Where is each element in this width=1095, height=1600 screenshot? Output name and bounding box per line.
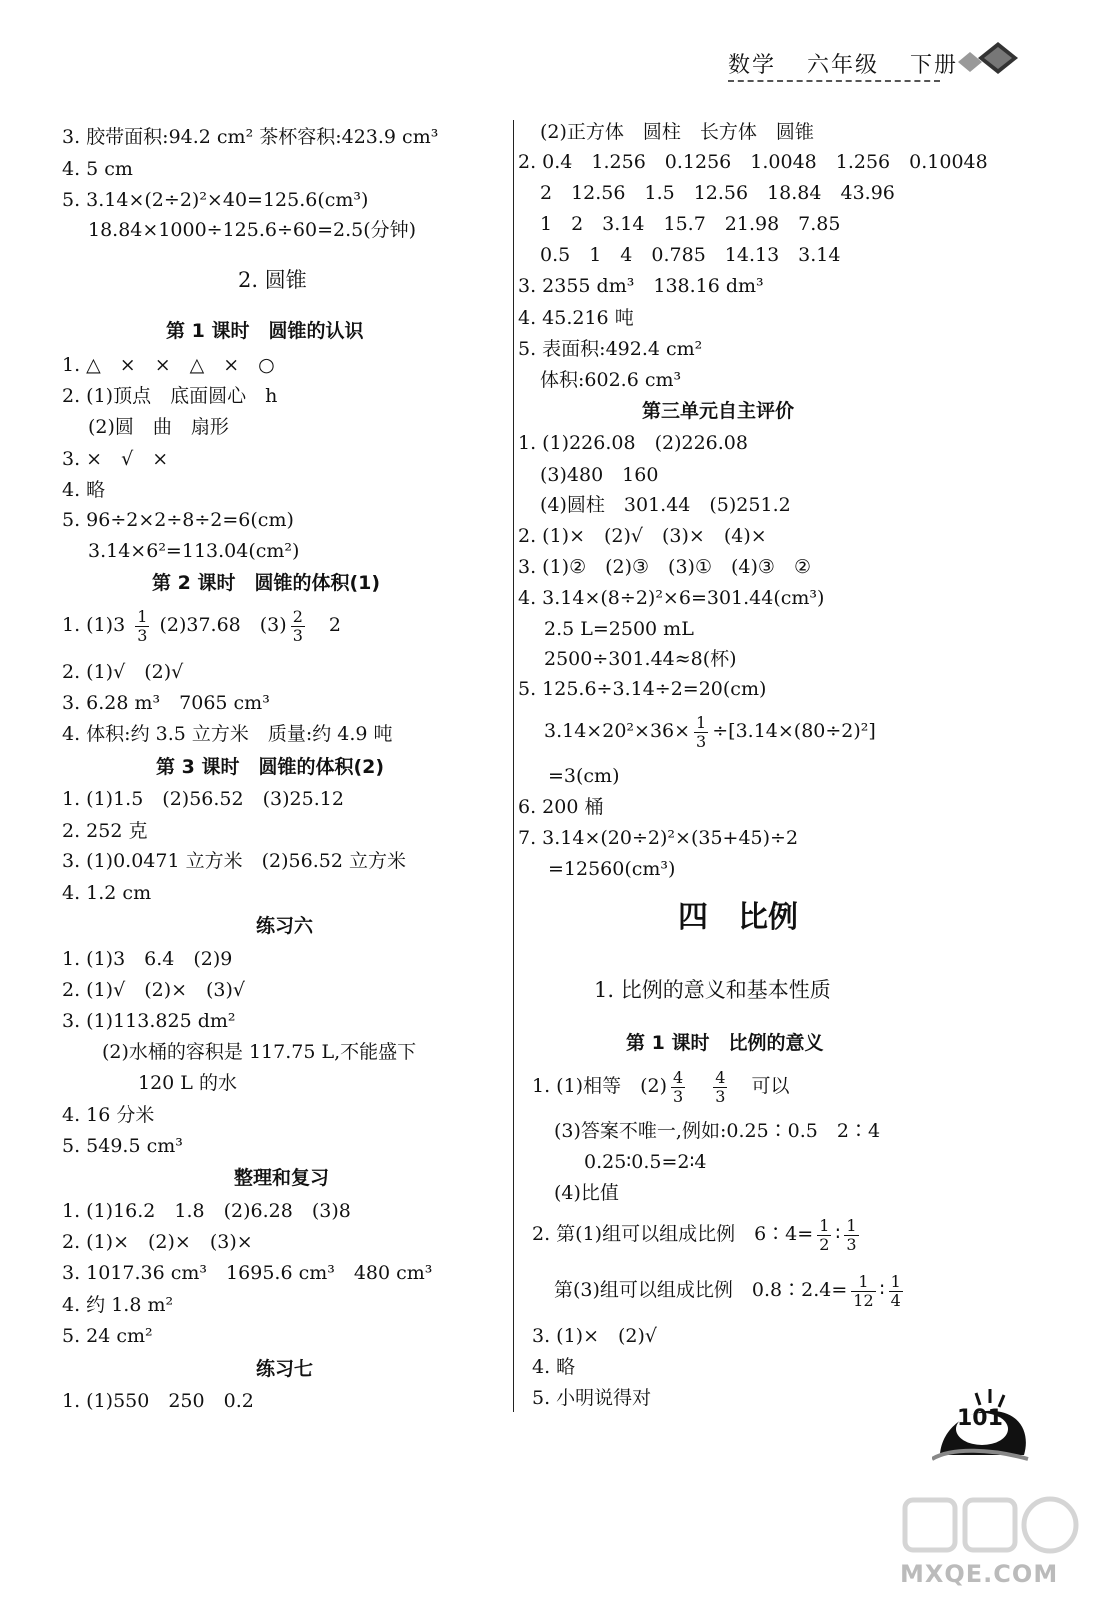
fraction (291, 608, 305, 645)
answer-line: 4. 1.2 cm (62, 882, 152, 904)
answer-line: 2. 第(1)组可以组成比例 6∶4= $\frac{1}{2}$ ∶ $\frac{1}{3}$ (532, 1215, 857, 1254)
answer-text: 第(3)组可以组成比例 0.8∶2.4= (554, 1279, 848, 1301)
answer-line: 2. (1)× (2)√ (3)× (4)× (518, 525, 767, 547)
fraction (889, 1273, 903, 1310)
fraction (671, 1069, 685, 1106)
lesson-title: 第 2 课时 圆锥的体积(1) (152, 572, 381, 594)
answer-line: 3. (1)② (2)③ (3)① (4)③ ② (518, 556, 811, 578)
lesson-title: 第 3 课时 圆锥的体积(2) (156, 756, 385, 778)
answer-line: 2. (1)顶点 底面圆心 h (62, 385, 278, 407)
answer-text: 1. (1)相等 (2) (532, 1075, 667, 1097)
answer-line: 3. 6.28 m³ 7065 cm³ (62, 692, 270, 714)
unit-title: 四 比例 (678, 900, 798, 935)
answer-line: (4)比值 (554, 1182, 619, 1204)
answer-line: 体积:602.6 cm³ (540, 369, 682, 391)
answer-line: 0.25∶0.5=2∶4 (584, 1151, 707, 1173)
answer-line: 2. 0.4 1.256 0.1256 1.0048 1.256 0.10048 (518, 151, 988, 173)
answer-line: 7. 3.14×(20÷2)²×(35+45)÷2 (518, 827, 799, 849)
column-divider (513, 120, 514, 1412)
answer-line: 4. 5 cm (62, 158, 133, 180)
header-grade: 六年级 (807, 53, 880, 78)
fraction (713, 1069, 727, 1106)
answer-text: (2)37.68 (3) (159, 614, 287, 636)
numerator: 1 (846, 1215, 857, 1235)
fraction (851, 1273, 875, 1310)
answer-line: 5. 24 cm² (62, 1325, 153, 1347)
answer-line (544, 710, 876, 752)
answer-line: 5. 小明说得对 (532, 1387, 652, 1409)
answer-line: 2 12.56 1.5 12.56 18.84 43.96 (540, 182, 895, 204)
lesson-title: 第 1 课时 圆锥的认识 (166, 320, 364, 342)
answer-line: 4. 约 1.8 m² (62, 1294, 174, 1316)
header-subject: 数学 (728, 53, 777, 78)
denominator: 3 (846, 1234, 857, 1254)
answer-line: 3. (1)0.0471 立方米 (2)56.52 立方米 (62, 850, 406, 872)
section-title: 2. 圆锥 (238, 268, 307, 292)
numerator: 1 (851, 1273, 875, 1292)
watermark-text: MXQE.COM (900, 1560, 1059, 1588)
answer-line: 1 2 3.14 15.7 21.98 7.85 (540, 213, 841, 235)
numerator: 1 (890, 1271, 901, 1291)
answer-line: 2500÷301.44≈8(杯) (544, 648, 737, 670)
answer-line: 2. (1)× (2)× (3)× (62, 1231, 253, 1253)
answer-line: 1. (1)550 250 0.2 (62, 1390, 254, 1412)
answer-line: 3. 2355 dm³ 138.16 dm³ (518, 275, 764, 297)
section-title: 第三单元自主评价 (642, 400, 795, 422)
section-title: 练习六 (256, 915, 314, 937)
answer-text: 可以 (751, 1075, 790, 1097)
section-title: 1. 比例的意义和基本性质 (594, 978, 831, 1002)
answer-line: 4. 体积:约 3.5 立方米 质量:约 4.9 吨 (62, 723, 393, 745)
denominator: 4 (890, 1290, 901, 1310)
answer-line: 4. 略 (532, 1356, 576, 1378)
numerator: 2 (292, 606, 303, 626)
answer-line: 第(3)组可以组成比例 0.8∶2.4= $\frac{1}{12}$ ∶ $\frac{1}{4}$ (554, 1271, 901, 1310)
denominator: 3 (715, 1086, 726, 1106)
answer-line (62, 604, 341, 646)
answer-line: =3(cm) (548, 765, 620, 787)
answer-line: 2. (1)√ (2)√ (62, 661, 184, 683)
numerator: 4 (673, 1067, 684, 1087)
answer-text: 2. 第(1)组可以组成比例 6∶4= (532, 1223, 814, 1245)
answer-line: 4. 略 (62, 479, 106, 501)
answer-line: 4. 3.14×(8÷2)²×6=301.44(cm³) (518, 587, 825, 609)
answer-line: 3. (1)× (2)√ (532, 1325, 658, 1347)
header-underline (728, 80, 940, 82)
answer-line: (2)正方体 圆柱 长方体 圆锥 (540, 121, 814, 143)
answer-line: 4. 45.216 吨 (518, 307, 634, 329)
numerator: 1 (696, 712, 707, 732)
section-title: 练习七 (256, 1358, 314, 1380)
header-diamond-logo-icon (950, 38, 1022, 80)
answer-line: 3. 1017.36 cm³ 1695.6 cm³ 480 cm³ (62, 1262, 433, 1284)
answer-line: 1. (1)3 6.4 (2)9 (62, 948, 233, 970)
numerator: 1 (137, 606, 148, 626)
answer-text: 2 (328, 614, 342, 636)
answer-line: (4)圆柱 301.44 (5)251.2 (540, 494, 791, 516)
denominator: 3 (673, 1086, 684, 1106)
answer-line: (2)圆 曲 扇形 (88, 416, 229, 438)
answer-line: (2)水桶的容积是 117.75 L,不能盛下 (102, 1041, 417, 1063)
answer-text: 1. (1)3 (62, 614, 126, 636)
denominator: 3 (292, 625, 303, 645)
denominator: 12 (853, 1290, 874, 1310)
answer-text: ÷[3.14×(80÷2)²] (712, 720, 876, 742)
numerator: 1 (819, 1215, 830, 1235)
answer-line: 4. 16 分米 (62, 1104, 155, 1126)
answer-line: 3. (1)113.825 dm² (62, 1010, 236, 1032)
answer-line: 0.5 1 4 0.785 14.13 3.14 (540, 244, 841, 266)
answer-line: 5. 3.14×(2÷2)²×40=125.6(cm³) (62, 189, 369, 211)
answer-line: 3. × √ × (62, 448, 169, 470)
answer-line: 1. △ × × △ × ○ (62, 354, 275, 376)
page-header (728, 48, 980, 79)
answer-line: 120 L 的水 (138, 1072, 237, 1094)
fraction (135, 608, 149, 645)
answer-line: 2. (1)√ (2)× (3)√ (62, 979, 246, 1001)
answer-line: 1. (1)16.2 1.8 (2)6.28 (3)8 (62, 1200, 351, 1222)
denominator: 3 (696, 731, 707, 751)
numerator: 4 (715, 1067, 726, 1087)
answer-text: 3.14×20²×36× (544, 720, 691, 742)
fraction (817, 1217, 831, 1254)
answer-line: =12560(cm³) (548, 858, 676, 880)
answer-line: 5. 125.6÷3.14÷2=20(cm) (518, 678, 767, 700)
answer-line: 1. (1)1.5 (2)56.52 (3)25.12 (62, 788, 344, 810)
answer-line: 3.14×6²=113.04(cm²) (88, 540, 300, 562)
answer-line: (3)480 160 (540, 464, 659, 486)
denominator: 2 (819, 1234, 830, 1254)
section-title: 整理和复习 (234, 1167, 330, 1189)
answer-line: 3. 胶带面积:94.2 cm² 茶杯容积:423.9 cm³ (62, 126, 439, 148)
header-volume: 下册 (910, 53, 959, 78)
answer-line: 18.84×1000÷125.6÷60=2.5(分钟) (88, 219, 417, 241)
answer-line: 5. 549.5 cm³ (62, 1135, 183, 1157)
lesson-title: 第 1 课时 比例的意义 (626, 1032, 824, 1054)
answer-line: 5. 表面积:492.4 cm² (518, 338, 703, 360)
answer-line (532, 1064, 789, 1108)
denominator: 3 (137, 625, 148, 645)
page-number: 101 (957, 1406, 1003, 1431)
answer-line: 1. (1)226.08 (2)226.08 (518, 432, 748, 454)
answer-line: (3)答案不唯一,例如:0.25∶0.5 2∶4 (554, 1120, 881, 1142)
fraction (844, 1217, 858, 1254)
answer-line: 2. 252 克 (62, 820, 148, 842)
fraction (694, 714, 708, 751)
answer-line: 6. 200 桶 (518, 796, 604, 818)
answer-line: 2.5 L=2500 mL (544, 618, 694, 640)
answer-line: 5. 96÷2×2÷8÷2=6(cm) (62, 509, 294, 531)
